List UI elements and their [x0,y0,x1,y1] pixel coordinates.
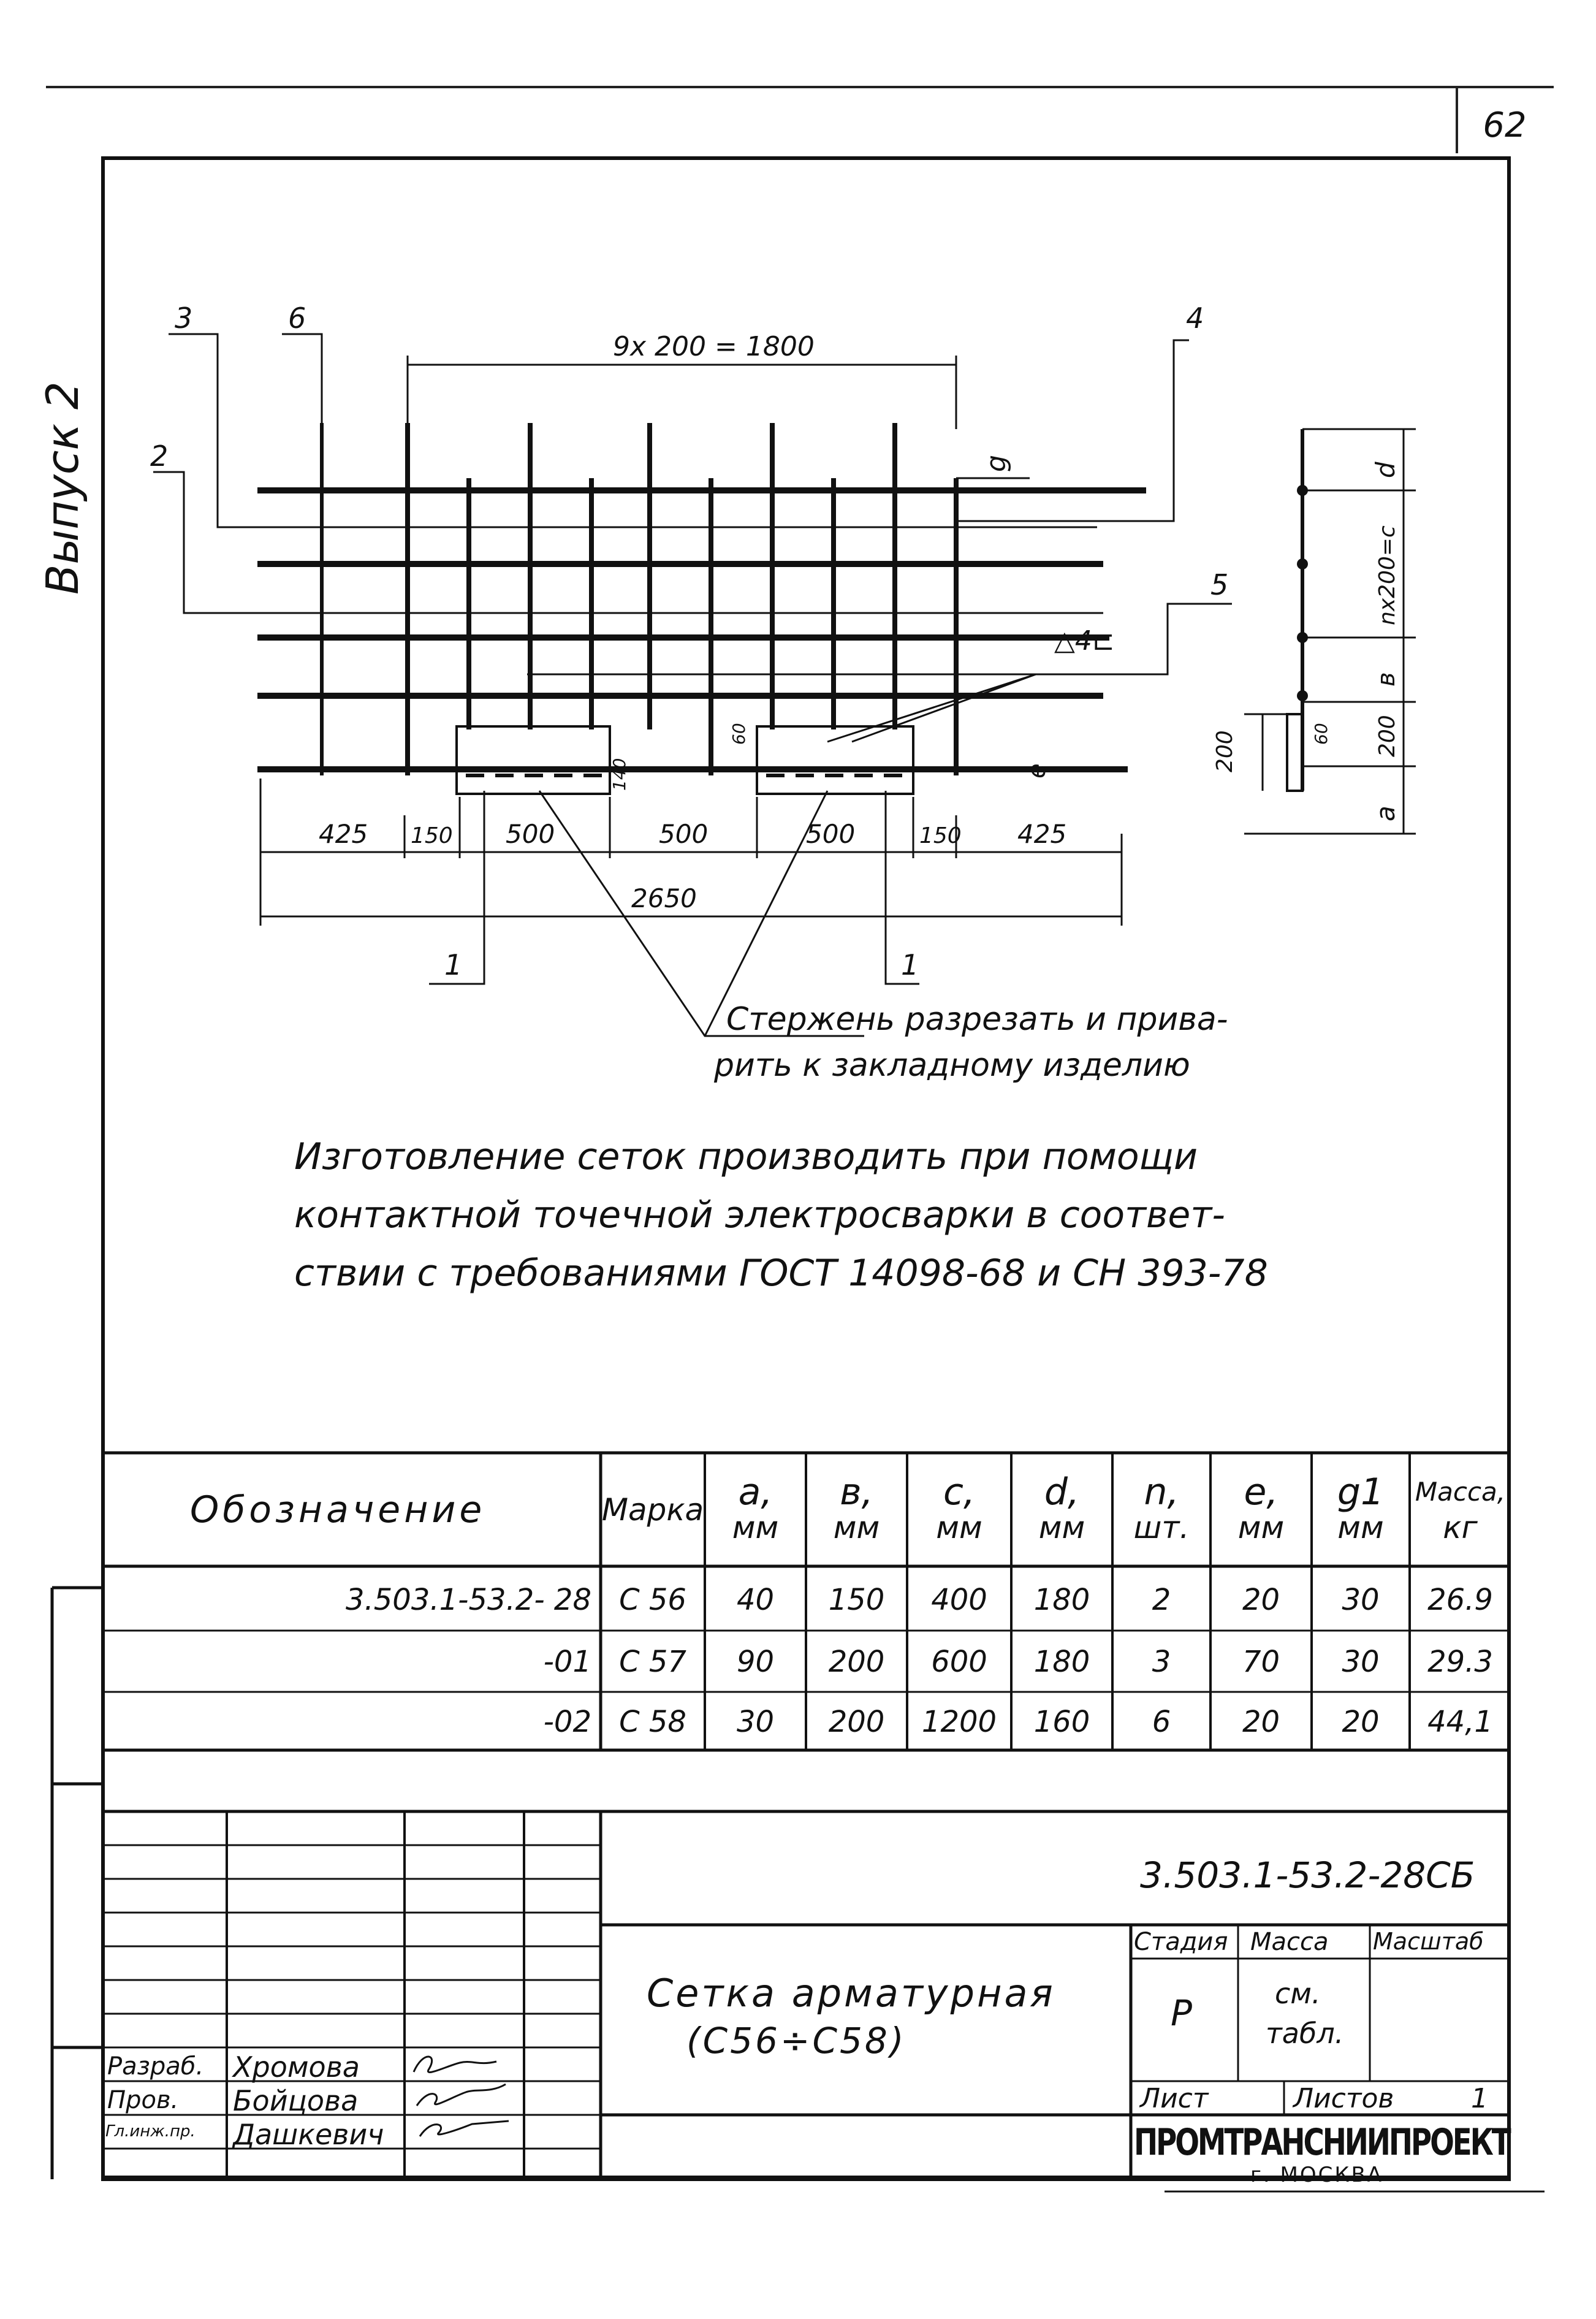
callout-5: 5 [1210,568,1229,601]
sheet-number: 62 [1483,105,1527,145]
callout-4: 4 [1186,302,1204,335]
cell-mass: 44,1 [1427,1704,1493,1739]
doc-code: 3.503.1-53.2-28СБ [1140,1854,1475,1896]
col-header-mass-sym: Масса, [1415,1476,1506,1507]
sheets-label: Листов [1293,2083,1394,2114]
cell-mass: 26.9 [1427,1583,1493,1617]
cell-b: 150 [828,1583,885,1617]
dim-140: 140 [609,758,629,791]
col-header-mass [1410,1456,1511,1563]
cell-designation: 3.503.1-53.2- 28 [345,1583,591,1617]
side-dim-60: 60 [1311,723,1331,745]
col-header-a-unit: мм [732,1509,779,1545]
cell-d: 160 [1033,1704,1090,1739]
cell-mark: С 56 [619,1583,686,1617]
dim-500-1: 500 [506,819,555,849]
scale-label: Масштаб [1373,1928,1484,1955]
col-header-mark: Марка [601,1491,704,1528]
col-header-mass-unit: кг [1443,1509,1478,1545]
dim-g: g [981,455,1012,472]
instruction-line: Изготовление сеток производить при помощи [294,1135,1198,1178]
col-header-n-unit: шт. [1133,1509,1190,1545]
side-label: Выпуск 2 [37,381,88,595]
dim-150-right: 150 [919,823,962,848]
cell-d: 180 [1033,1645,1090,1679]
dim-top-label: 9x 200 = 1800 [613,331,815,362]
cell-designation: -02 [543,1704,591,1739]
col-header-b [806,1456,907,1563]
col-header-c [907,1456,1011,1563]
cell-mark: С 57 [619,1645,686,1679]
side-dim-b: в [1372,672,1400,687]
note-cut-line2: рить к закладному изделию [714,1047,1190,1084]
col-header-g [1312,1456,1410,1563]
dim-150-left: 150 [411,823,453,848]
name-chief-engineer: Дашкевич [233,2118,384,2151]
side-dim-d: d [1370,462,1400,478]
cell-g: 30 [1342,1583,1380,1617]
cell-mark: С 58 [619,1704,686,1739]
col-header-a-sym: a, [738,1470,773,1514]
cell-mass: 29.3 [1427,1645,1493,1679]
dim-425-right: 425 [1017,819,1067,849]
dim-500-3: 500 [806,819,856,849]
col-header-e-sym: e, [1244,1470,1279,1514]
mass-label: Масса [1250,1928,1329,1956]
cell-a: 90 [736,1645,775,1679]
note-cut-line1: Стержень разрезать и прива- [726,1001,1228,1038]
col-header-e [1210,1456,1312,1563]
side-dim-nc: nx200=c [1375,525,1400,625]
sheets-value: 1 [1471,2083,1488,2114]
col-header-e-unit: мм [1237,1509,1285,1545]
cell-g: 20 [1342,1704,1380,1739]
callout-6: 6 [288,302,306,335]
cell-c: 1200 [921,1704,997,1739]
callout-1a: 1 [444,948,463,981]
dim-total: 2650 [631,883,697,913]
cell-e: 70 [1242,1645,1280,1679]
side-dim-a: a [1370,805,1400,821]
org-name: ПРОМТРАНСНИИПРОЕКТ [1134,2121,1510,2164]
org-city: г. МОСКВА [1250,2163,1384,2187]
col-header-c-unit: мм [936,1509,982,1545]
role-checker: Пров. [107,2086,179,2114]
cell-e: 20 [1242,1704,1280,1739]
name-developer: Хромова [233,2051,360,2084]
doc-title-line2: (С56÷С58) [686,2020,906,2062]
mass-value-2: табл. [1266,2017,1344,2050]
col-header-c-sym: c, [943,1470,976,1514]
col-header-a [705,1456,806,1563]
cell-e: 20 [1242,1583,1280,1617]
cell-n: 6 [1152,1704,1171,1739]
instruction-line: контактной точечной электросварки в соответ- [294,1194,1225,1236]
sheet-label: Лист [1140,2083,1209,2114]
cell-designation: -01 [543,1645,591,1679]
instruction-line: ствии с требованиями ГОСТ 14098-68 и СН 393-78 [294,1252,1268,1295]
stage-label: Стадия [1134,1928,1228,1956]
col-header-g-unit: мм [1337,1509,1384,1545]
side-dim-200h: 200 [1212,730,1237,772]
col-header-b-sym: в, [840,1470,873,1514]
dim-425-left: 425 [319,819,368,849]
role-chief-engineer: Гл.инж.пр. [105,2122,196,2141]
col-header-g-sym: g1 [1337,1470,1385,1514]
doc-title-line1: Сетка арматурная [647,1971,1055,2016]
name-checker: Бойцова [233,2084,359,2117]
role-developer: Разраб. [107,2052,204,2081]
cell-n: 2 [1152,1583,1171,1617]
callout-2: 2 [150,440,169,473]
callout-3: 3 [175,302,193,335]
dim-e: e [1023,763,1051,779]
cell-g: 30 [1342,1645,1380,1679]
cell-n: 3 [1152,1645,1171,1679]
cell-a: 30 [736,1704,775,1739]
weld-symbol: △4⊏ [1054,625,1115,657]
stage-value: Р [1171,1992,1192,2034]
col-header-d-sym: d, [1044,1470,1080,1514]
col-header-b-unit: мм [833,1509,880,1545]
cell-b: 200 [828,1704,885,1739]
dim-60: 60 [729,723,749,745]
callout-1b: 1 [901,948,919,981]
cell-b: 200 [828,1645,885,1679]
side-dim-200v: 200 [1375,715,1400,757]
col-header-d [1011,1456,1112,1563]
col-header-n-sym: n, [1144,1470,1179,1514]
col-header-n [1112,1456,1210,1563]
col-header-d-unit: мм [1038,1509,1085,1545]
cell-a: 40 [736,1583,775,1617]
cell-c: 400 [931,1583,987,1617]
cell-d: 180 [1033,1583,1090,1617]
dim-500-2: 500 [659,819,709,849]
cell-c: 600 [931,1645,987,1679]
col-header-designation: Обозначение [190,1488,486,1531]
mass-value-1: см. [1275,1977,1321,2010]
signatures [405,2044,524,2149]
